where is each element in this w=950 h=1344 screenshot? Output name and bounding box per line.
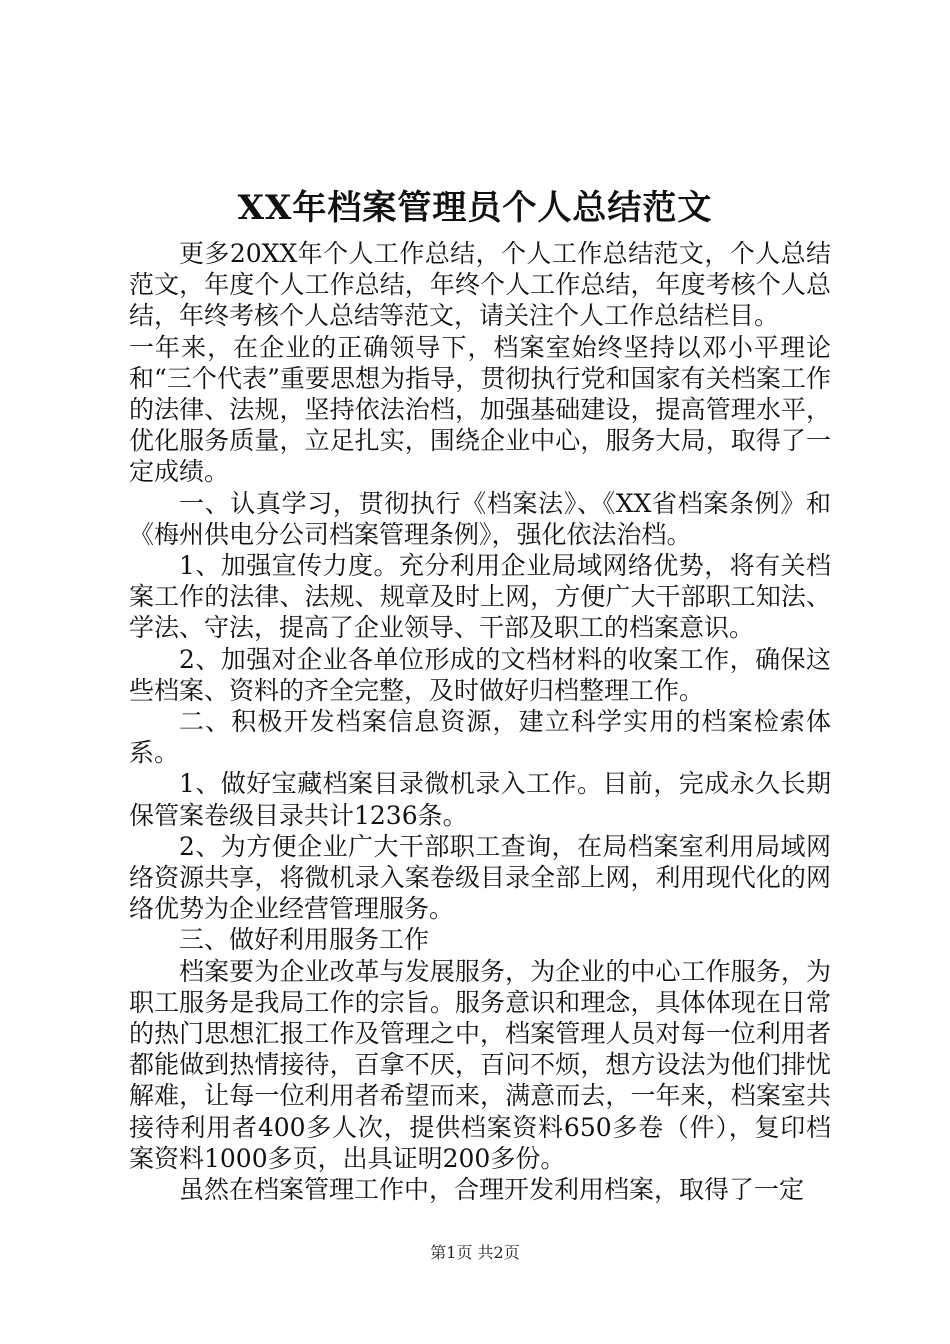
paragraph-1-2: 2、加强对企业各单位形成的文档材料的收案工作，确保这些档案、资料的齐全完整，及时做好归档整理工作。 bbox=[129, 644, 831, 705]
paragraph-summary: 一年来，在企业的正确领导下，档案室始终坚持以邓小平理论和“三个代表”重要思想为指导，贯彻执行党和国家有关档案工作的法律、法规，坚持依法治档，加强基础建设，提高管理水平，优化服务质量，立足扎实，围绕企业中心，服务大局，取得了一定成绩。 bbox=[129, 332, 831, 487]
paragraph-2-1: 1、做好宝藏档案目录微机录入工作。目前，完成永久长期保管案卷级目录共计1236条。 bbox=[129, 769, 831, 830]
section-heading-2: 二、积极开发档案信息资源，建立科学实用的档案检索体系。 bbox=[129, 707, 831, 768]
document-body bbox=[129, 238, 831, 1205]
paragraph-1-1: 1、加强宣传力度。充分利用企业局域网络优势，将有关档案工作的法律、法规、规章及时上网，方便广大干部职工知法、学法、守法，提高了企业领导、干部及职工的档案意识。 bbox=[129, 551, 831, 643]
page-footer: 第1页 共2页 bbox=[430, 1243, 520, 1262]
paragraph-3-1: 档案要为企业改革与发展服务，为企业的中心工作服务，为职工服务是我局工作的宗旨。服务意识和理念，具体体现在日常的热门思想汇报工作及管理之中，档案管理人员对每一位利用者都能做到热情接待，百拿不厌，百问不烦，想方设法为他们排忧解难，让每一位利用者希望而来，满意而去，一年来，档案室共接待利用者400多人次，提供档案资料650多卷（件），复印档案资料1000多页，出具证明200多份。 bbox=[129, 956, 831, 1173]
paragraph-closing: 虽然在档案管理工作中，合理开发利用档案，取得了一定 bbox=[179, 1175, 805, 1205]
section-heading-1: 一、认真学习，贯彻执行《档案法》、《XX省档案条例》和《梅州供电分公司档案管理条例》，强化依法治档。 bbox=[129, 488, 831, 549]
paragraph-2-2: 2、为方便企业广大干部职工查询，在局档案室利用局域网络资源共享，将微机录入案卷级目录全部上网，利用现代化的网络优势为企业经营管理服务。 bbox=[129, 831, 831, 924]
section-heading-3: 三、做好利用服务工作 bbox=[179, 925, 430, 955]
paragraph-intro: 更多20XX年个人工作总结，个人工作总结范文，个人总结范文，年度个人工作总结，年终个人工作总结，年度考核个人总结，年终考核个人总结等范文，请关注个人工作总结栏目。 bbox=[129, 239, 831, 331]
document-title: XX年档案管理员个人总结范文 bbox=[237, 188, 713, 228]
